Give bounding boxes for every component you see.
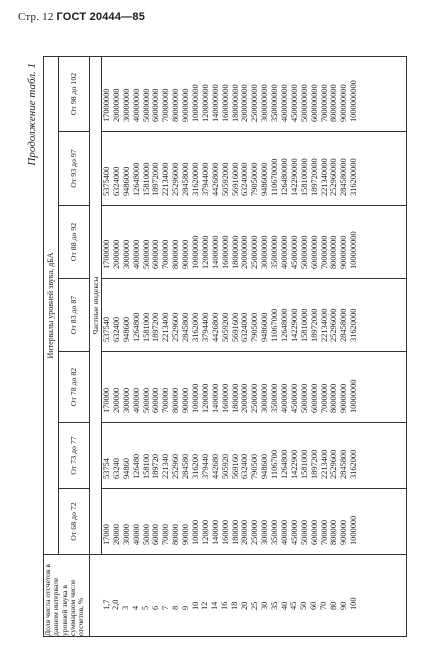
- index-value: 2000000: [240, 383, 250, 413]
- index-value: 50592000: [220, 162, 230, 196]
- index-value: 120000000: [200, 84, 210, 122]
- index-value: 80000000: [171, 88, 181, 122]
- index-value: 1264800: [280, 449, 290, 479]
- index-value: 14000000: [210, 235, 220, 269]
- interval-header-98-102: От 98 до 102: [59, 56, 90, 131]
- index-value: 10000000: [191, 235, 201, 269]
- interval-header-73-77: От 73 до 77: [59, 423, 90, 489]
- share-value: 1,7: [101, 599, 111, 610]
- index-value: 1422900: [289, 449, 299, 479]
- index-value: 70000: [161, 524, 171, 545]
- index-value: 70000000: [319, 235, 329, 269]
- blank-cell: [90, 555, 102, 637]
- index-value: 4426800: [210, 312, 220, 342]
- share-value: 9: [180, 605, 190, 610]
- index-value: 79050000: [250, 162, 260, 196]
- index-value: 50000000: [299, 235, 309, 269]
- index-value: 3162000: [349, 449, 359, 479]
- index-column-73-77: [102, 423, 407, 489]
- index-value: 31620000: [349, 308, 359, 342]
- index-value: 1800000: [230, 383, 240, 413]
- share-value: 18: [230, 601, 240, 610]
- index-value: 6324000: [111, 166, 121, 196]
- index-value: 200000: [111, 387, 121, 413]
- index-value: 5691600: [230, 312, 240, 342]
- index-value: 180000000: [230, 84, 240, 122]
- index-column-93-97: [102, 132, 407, 206]
- index-value: 221340000: [319, 158, 329, 196]
- index-value: 189720: [151, 453, 161, 479]
- index-value: 250000: [250, 519, 260, 545]
- index-value: 537540: [102, 316, 111, 342]
- index-value: 9486000: [260, 312, 270, 342]
- sound-level-index-table: [43, 56, 407, 637]
- index-value: 25296000: [171, 162, 181, 196]
- index-value: 18972000: [309, 308, 319, 342]
- index-value: 15810000: [141, 162, 151, 196]
- index-value: 6000000: [151, 239, 161, 269]
- index-value: 15810000: [299, 308, 309, 342]
- index-value: 2845800: [339, 449, 349, 479]
- index-value: 158100: [141, 453, 151, 479]
- index-value: 2845800: [181, 312, 191, 342]
- index-value: 252960: [171, 453, 181, 479]
- index-value: 12000000: [200, 235, 210, 269]
- index-value: 140000000: [210, 84, 220, 122]
- index-value: 170000: [102, 387, 111, 413]
- share-value: 80: [328, 601, 338, 610]
- page-header: [18, 11, 145, 23]
- index-value: 900000: [181, 387, 191, 413]
- index-value: 40000: [131, 524, 141, 545]
- standard-number: ГОСТ 20444—85: [56, 11, 146, 23]
- index-value: 5375400: [102, 166, 111, 196]
- index-value: 80000: [171, 524, 181, 545]
- index-value: 1700000: [102, 239, 111, 269]
- share-value: 100: [348, 597, 358, 610]
- index-value: 300000: [121, 387, 131, 413]
- index-value: 4500000: [289, 383, 299, 413]
- index-value: 9486000: [121, 166, 131, 196]
- index-value: 158100000: [299, 158, 309, 196]
- index-column-88-92: [102, 206, 407, 279]
- index-value: 316200: [191, 453, 201, 479]
- index-value: 1581000: [141, 312, 151, 342]
- index-value: 18000000: [230, 235, 240, 269]
- index-value: 3000000: [121, 239, 131, 269]
- index-value: 2213400: [319, 449, 329, 479]
- index-value: 20000000: [240, 235, 250, 269]
- index-value: 1106700: [270, 449, 280, 479]
- index-value: 948600: [260, 453, 270, 479]
- index-value: 30000000: [121, 88, 131, 122]
- index-value: 2213400: [161, 312, 171, 342]
- index-value: 300000000: [260, 84, 270, 122]
- index-value: 45000000: [289, 235, 299, 269]
- index-value: 1600000: [220, 383, 230, 413]
- index-value: 100000000: [191, 84, 201, 122]
- index-value: 22134000: [161, 162, 171, 196]
- index-value: 250000000: [250, 84, 260, 122]
- index-value: 142290000: [289, 158, 299, 196]
- partial-indices-subheader: Частные индексы: [90, 56, 102, 554]
- share-value: 7: [160, 605, 170, 610]
- index-value: 1000000: [191, 383, 201, 413]
- index-value: 70000000: [161, 88, 171, 122]
- index-value: 63240000: [240, 162, 250, 196]
- share-value: 40: [279, 601, 289, 610]
- share-value: 70: [319, 601, 329, 610]
- index-value: 221340: [161, 453, 171, 479]
- index-value: 2529600: [329, 449, 339, 479]
- index-value: 800000000: [329, 84, 339, 122]
- table-continuation-label: Продолжение табл. 1: [26, 63, 38, 166]
- interval-header-88-92: От 88 до 92: [59, 206, 90, 279]
- share-value: 50: [299, 601, 309, 610]
- index-value: 4000000: [131, 239, 141, 269]
- share-value: 25: [249, 601, 259, 610]
- rotated-table-frame: [23, 57, 408, 637]
- index-value: 180000: [230, 519, 240, 545]
- index-value: 16000000: [220, 235, 230, 269]
- index-value: 30000000: [260, 235, 270, 269]
- index-value: 126480: [131, 453, 141, 479]
- index-value: 160000000: [220, 84, 230, 122]
- index-column-83-87: [102, 279, 407, 352]
- index-value: 900000000: [339, 84, 349, 122]
- interval-header-83-87: От 83 до 87: [59, 279, 90, 352]
- index-value: 10000000: [349, 379, 359, 413]
- index-value: 56916000: [230, 162, 240, 196]
- index-value: 28458000: [181, 162, 191, 196]
- index-value: 2500000: [250, 383, 260, 413]
- share-value: 10: [190, 601, 200, 610]
- index-value: 400000: [280, 519, 290, 545]
- share-value: 30: [259, 601, 269, 610]
- index-value: 400000: [131, 387, 141, 413]
- index-value: 500000: [141, 387, 151, 413]
- index-value: 600000000: [309, 84, 319, 122]
- index-value: 50000: [141, 524, 151, 545]
- index-value: 126480000: [280, 158, 290, 196]
- index-value: 1897200: [309, 449, 319, 479]
- index-value: 252960000: [329, 158, 339, 196]
- index-column-68-72: [102, 489, 407, 555]
- index-value: 9000000: [181, 239, 191, 269]
- index-value: 632400: [111, 316, 121, 342]
- index-value: 120000: [200, 519, 210, 545]
- share-values-column: [102, 555, 407, 637]
- share-value: 14: [210, 601, 220, 610]
- index-value: 6324000: [240, 312, 250, 342]
- index-value: 40000000: [280, 235, 290, 269]
- index-value: 7000000: [319, 383, 329, 413]
- index-value: 25000000: [250, 235, 260, 269]
- share-value: 8: [170, 605, 180, 610]
- share-value: 90: [338, 601, 348, 610]
- index-value: 7000000: [161, 239, 171, 269]
- index-value: 8000000: [329, 383, 339, 413]
- interval-header-93-97: От 93 до 97: [59, 132, 90, 206]
- index-value: 350000: [270, 519, 280, 545]
- share-value: 12: [200, 601, 210, 610]
- level-intervals-header: Интервалы уровней звука, дБА: [44, 56, 59, 554]
- share-value: 16: [220, 601, 230, 610]
- index-value: 3000000: [260, 383, 270, 413]
- index-value: 80000000: [329, 235, 339, 269]
- index-value: 5059200: [220, 312, 230, 342]
- index-value: 31620000: [191, 162, 201, 196]
- page-number: Стр. 12: [18, 11, 54, 23]
- index-value: 160000: [220, 519, 230, 545]
- index-value: 1000000000: [349, 80, 359, 122]
- share-value: 45: [289, 601, 299, 610]
- index-value: 100000000: [349, 231, 359, 269]
- index-value: 442680: [210, 453, 220, 479]
- index-value: 94860000: [260, 162, 270, 196]
- index-value: 3500000: [270, 383, 280, 413]
- index-value: 1000000: [349, 515, 359, 545]
- index-value: 53754: [102, 458, 111, 479]
- index-value: 284580: [181, 453, 191, 479]
- index-value: 569160: [230, 453, 240, 479]
- index-value: 900000: [339, 519, 349, 545]
- share-value: 5: [141, 605, 151, 610]
- index-value: 9000000: [339, 383, 349, 413]
- share-value: 2,0: [111, 599, 121, 610]
- index-value: 350000000: [270, 84, 280, 122]
- index-value: 600000: [309, 519, 319, 545]
- index-value: 1264800: [131, 312, 141, 342]
- index-value: 189720000: [309, 158, 319, 196]
- index-value: 200000: [240, 519, 250, 545]
- index-value: 5000000: [299, 383, 309, 413]
- index-value: 17000000: [102, 88, 111, 122]
- share-value: 20: [239, 601, 249, 610]
- index-value: 12648000: [131, 162, 141, 196]
- index-value: 90000000: [181, 88, 191, 122]
- index-value: 90000: [181, 524, 191, 545]
- index-value: 11067000: [270, 308, 280, 342]
- share-value: 6: [150, 605, 160, 610]
- index-value: 1400000: [210, 383, 220, 413]
- index-value: 800000: [171, 387, 181, 413]
- index-value: 60000000: [309, 235, 319, 269]
- share-value: 4: [131, 605, 141, 610]
- index-value: 1581000: [299, 449, 309, 479]
- index-value: 50000000: [141, 88, 151, 122]
- index-value: 44268000: [210, 162, 220, 196]
- index-value: 500000: [299, 519, 309, 545]
- index-value: 40000000: [131, 88, 141, 122]
- index-value: 700000: [319, 519, 329, 545]
- index-value: 140000: [210, 519, 220, 545]
- index-value: 7905000: [250, 312, 260, 342]
- index-value: 2529600: [171, 312, 181, 342]
- index-value: 300000: [260, 519, 270, 545]
- index-value: 18972000: [151, 162, 161, 196]
- index-value: 30000: [121, 524, 131, 545]
- index-value: 14229000: [289, 308, 299, 342]
- index-value: 948600: [121, 316, 131, 342]
- index-value: 3162000: [191, 312, 201, 342]
- index-value: 450000000: [289, 84, 299, 122]
- index-value: 4000000: [280, 383, 290, 413]
- index-value: 700000000: [319, 84, 329, 122]
- index-value: 700000: [161, 387, 171, 413]
- index-value: 632400: [240, 453, 250, 479]
- index-value: 5000000: [141, 239, 151, 269]
- index-value: 60000: [151, 524, 161, 545]
- share-value: 60: [309, 601, 319, 610]
- index-value: 450000: [289, 519, 299, 545]
- index-value: 316200000: [349, 158, 359, 196]
- index-value: 6000000: [309, 383, 319, 413]
- index-value: 379440: [200, 453, 210, 479]
- index-column-78-82: [102, 352, 407, 423]
- index-value: 500000000: [299, 84, 309, 122]
- index-value: 20000: [111, 524, 121, 545]
- interval-header-68-72: От 68 до 72: [59, 489, 90, 555]
- index-value: 17000: [102, 524, 111, 545]
- index-value: 200000000: [240, 84, 250, 122]
- index-value: 400000000: [280, 84, 290, 122]
- index-value: 8000000: [171, 239, 181, 269]
- index-value: 28458000: [339, 308, 349, 342]
- share-value: 3: [121, 605, 131, 610]
- index-value: 35000000: [270, 235, 280, 269]
- index-value: 90000000: [339, 235, 349, 269]
- index-value: 60000000: [151, 88, 161, 122]
- index-value: 2000000: [111, 239, 121, 269]
- index-value: 800000: [329, 519, 339, 545]
- index-value: 1897200: [151, 312, 161, 342]
- index-value: 100000: [191, 519, 201, 545]
- index-value: 505920: [220, 453, 230, 479]
- index-value: 94860: [121, 458, 131, 479]
- index-value: 110670000: [270, 158, 280, 196]
- index-value: 600000: [151, 387, 161, 413]
- interval-header-78-82: От 78 до 82: [59, 352, 90, 423]
- index-value: 25296000: [329, 308, 339, 342]
- share-column-header: Доля числа отсчетов в данном интервале уровней звука в суммарном числе отсчетов, %: [44, 555, 90, 637]
- index-value: 37944000: [200, 162, 210, 196]
- index-value: 22134000: [319, 308, 329, 342]
- index-value: 20000000: [111, 88, 121, 122]
- index-value: 63240: [111, 458, 121, 479]
- index-value: 284580000: [339, 158, 349, 196]
- share-value: 35: [269, 601, 279, 610]
- index-column-98-102: [102, 56, 407, 131]
- index-value: 12648000: [280, 308, 290, 342]
- index-value: 3794400: [200, 312, 210, 342]
- index-value: 790500: [250, 453, 260, 479]
- index-value: 1200000: [200, 383, 210, 413]
